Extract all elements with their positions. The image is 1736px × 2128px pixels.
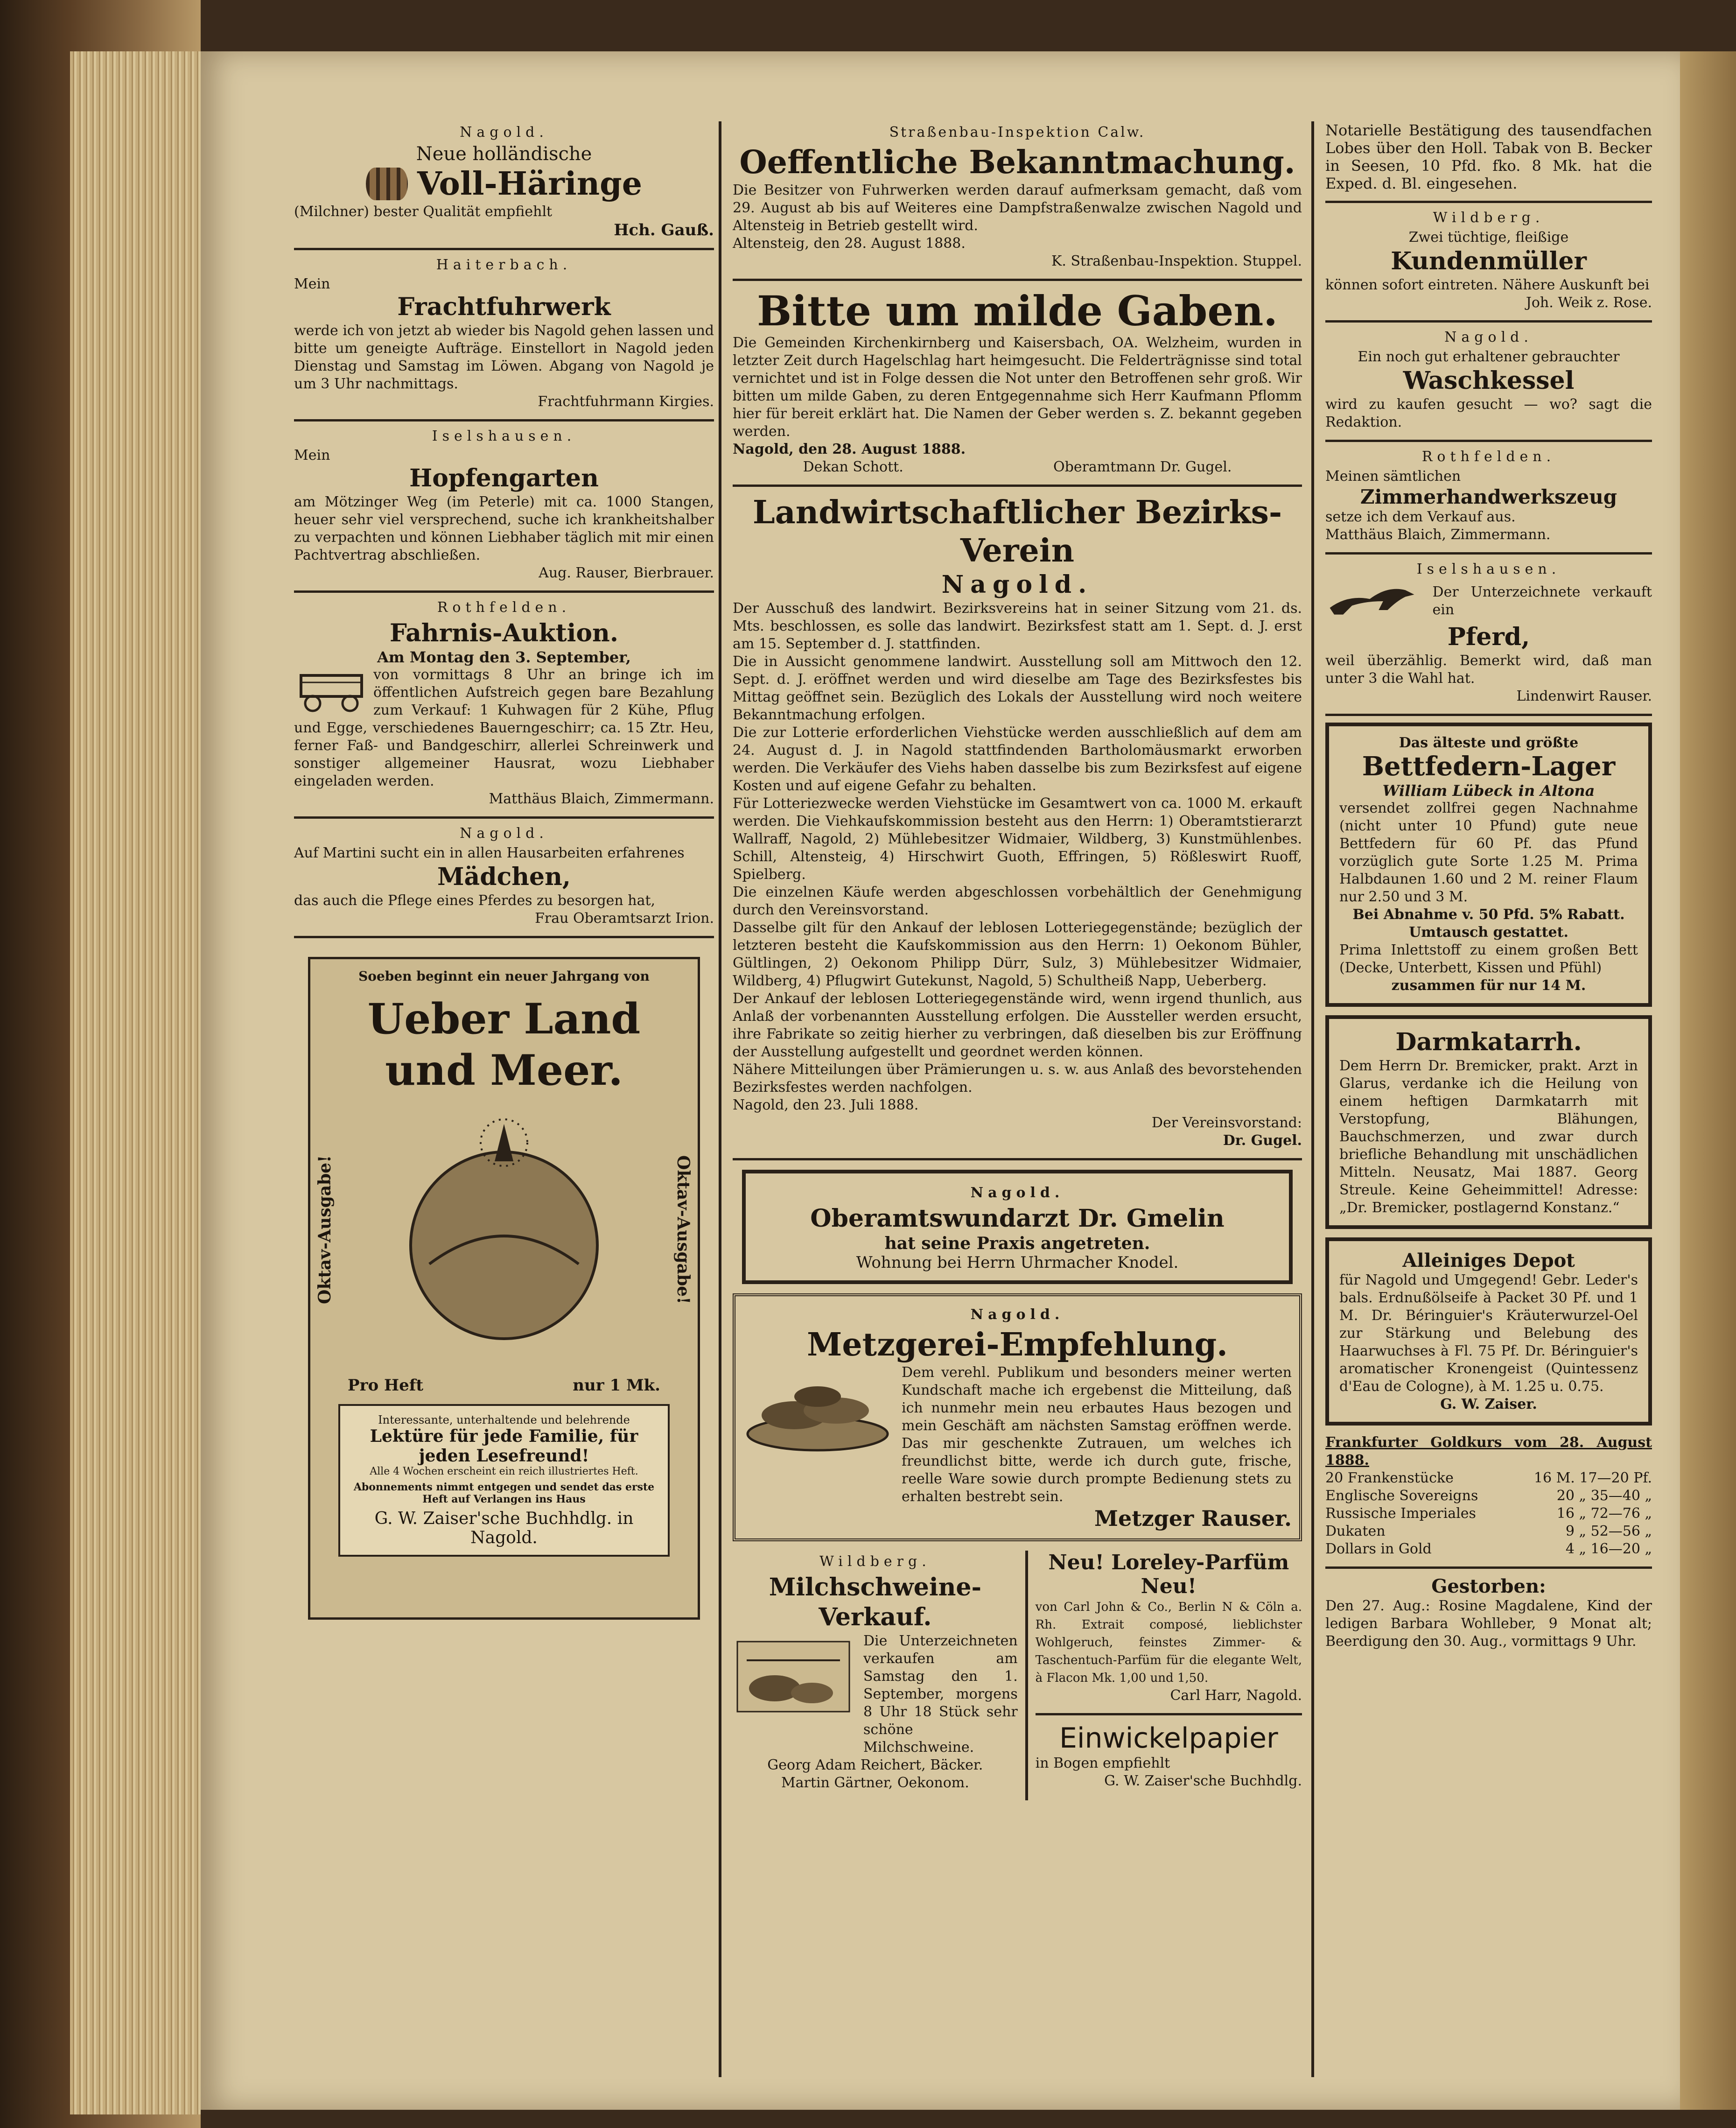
table-row <box>1325 1487 1652 1505</box>
paragraph: Der Ankauf der leblosen Lotteriegegenstände wird, wenn irgend thunlich, aus Anlaß der vorbenannten Ausstellung erfolgen. Die Aussteller werden ersucht, ihre Fabrikate so zeitig hierher zu verbringen, daß dieselben bis zur Eröffnung der Ausstellung aufgestellt und geordnet werden können. <box>733 990 1302 1060</box>
divider <box>294 936 714 938</box>
text: weil überzählig. Bemerkt wird, daß man unter 3 die Wahl hat. <box>1325 653 1652 687</box>
text: versendet zollfrei gegen Nachnahme (nicht unter 10 Pfund) gute neue Bettfedern für 60 Pf. das Pfund vorzüglich gute Sorte 1.25 M. Prima Halbdaunen 1.60 und 2 M. reiner Flaum nur 2.50 und 3 M. <box>1339 800 1638 905</box>
place: Nagold. <box>1444 329 1533 345</box>
title: Hopfengarten <box>409 464 599 492</box>
horse-icon <box>1325 580 1423 622</box>
firm: G. W. Zaiser'sche Buchhdlg. in Nagold. <box>374 1509 634 1547</box>
title: Voll-Häringe <box>417 165 642 203</box>
ad-zimmerhandwerkszeug <box>1325 449 1652 544</box>
ad-maedchen <box>294 825 714 927</box>
signature: Matthäus Blaich, Zimmermann. <box>1325 527 1551 543</box>
rabatt: Bei Abnahme v. 50 Pfd. 5% Rabatt. Umtausch gestattet. <box>1352 906 1625 941</box>
divider <box>1325 440 1652 442</box>
place: Nagold. <box>460 825 548 842</box>
place: Nagold. <box>460 124 548 140</box>
title: Frachtfuhrwerk <box>397 293 611 321</box>
title: Bettfedern-Lager <box>1362 751 1616 782</box>
title: Landwirtschaftlicher Bezirks-Verein <box>752 494 1282 569</box>
divider <box>1025 1551 1028 1800</box>
lead: Mein <box>294 447 330 464</box>
date: Nagold, den 28. August 1888. <box>733 441 966 457</box>
row-name: Russische Imperiales <box>1325 1505 1476 1522</box>
divider <box>1036 1713 1302 1715</box>
signature-left: Dekan Schott. <box>803 459 903 475</box>
signature: Joh. Weik z. Rose. <box>1526 295 1652 311</box>
text: Notarielle Bestätigung des tausendfachen Lobes über den Holl. Tabak von B. Becker in Seesen, 10 Pfd. fko. 8 Mk. hat die Exped. d. Bl. eingesehen. <box>1325 121 1652 192</box>
meat-platter-illustration <box>743 1364 892 1457</box>
table-row <box>1325 1540 1652 1558</box>
place: Haiterbach. <box>436 257 572 273</box>
divider <box>1325 201 1652 203</box>
text: für Nagold und Umgegend! Gebr. Leder's bals. Erdnußölseife à Packet 30 Pf. und 1 M. Dr. Béringuier's Kräuterwurzel-Oel zur Stärkung und Belebung des Haarwuchses à Fl. 75 Pf. Dr. Béringuier's aromatischer Kronengeist (Quintessenz d'Eau de Cologne), à M. 1.25 u. 0.75. <box>1339 1272 1638 1395</box>
title: Waschkessel <box>1403 366 1575 395</box>
title: Gestorben: <box>1431 1575 1546 1597</box>
title: Oberamtswundarzt Dr. Gmelin <box>810 1204 1225 1233</box>
title: Neu! Loreley-Parfüm Neu! <box>1048 1551 1289 1598</box>
row-value: 16 M. 17—20 Pf. <box>1533 1470 1652 1486</box>
column-rule <box>719 121 721 2077</box>
small: Alle 4 Wochen erscheint ein reich illustriertes Heft. <box>370 1466 638 1477</box>
row-value: 16 „ 72—76 „ <box>1556 1505 1652 1522</box>
column-right <box>1325 121 1652 1659</box>
divider <box>1325 552 1652 555</box>
signature: G. W. Zaiser. <box>1440 1396 1537 1412</box>
text: Die Besitzer von Fuhrwerken werden darauf aufmerksam gemacht, daß vom 29. August ab bis auf Weiteres eine Dampfstraßenwalze zwischen Nagold und Altensteig in Betrieb gestellt wird. <box>733 182 1302 234</box>
abo: Abonnements nimmt entgegen und sendet das erste Heft auf Verlangen ins Haus <box>353 1481 655 1505</box>
signature: Hch. Gauß. <box>614 221 714 239</box>
line: hat seine Praxis angetreten. <box>884 1234 1150 1253</box>
column-left <box>294 121 714 1620</box>
text: Den 27. Aug.: Rosine Magdalene, Kind der ledigen Barbara Wohlleber, 9 Monat alt; Beerdigung den 30. Aug., vormittags 9 Uhr. <box>1325 1598 1652 1650</box>
row-value: 9 „ 52—56 „ <box>1565 1523 1652 1539</box>
ad-kundenmueller <box>1325 210 1652 312</box>
gestorben <box>1325 1575 1652 1650</box>
title: Milchschweine-Verkauf. <box>769 1573 982 1631</box>
row-name: Dollars in Gold <box>1325 1541 1432 1557</box>
line: Wohnung bei Herrn Uhrmacher Knodel. <box>856 1253 1179 1272</box>
price-left: Pro Heft <box>348 1376 424 1395</box>
side-label-right: Oktav-Ausgabe! <box>673 1155 693 1304</box>
side-label-left: Oktav-Ausgabe! <box>315 1155 335 1304</box>
title: Alleiniges Depot <box>1402 1250 1575 1271</box>
text: am Mötzinger Weg (im Peterle) mit ca. 1000 Stangen, heuer sehr viel versprechend, suche ich krankheitshalber zu verpachten und können Liebhaber täglich mit mir einen Pachtvertrag abschließen. <box>294 494 714 563</box>
signature: Dr. Gugel. <box>1223 1132 1302 1149</box>
signature: Frachtfuhrmann Kirgies. <box>538 393 714 410</box>
ad-darmkatarrh <box>1325 1015 1652 1229</box>
divider <box>733 485 1302 487</box>
title: Zimmerhandwerkszeug <box>1360 485 1617 508</box>
text: Dem verehl. Publikum und besonders meiner werten Kundschaft mache ich ergebenst die Mitteilung, daß ich nunmehr mein neu erbautes Haus bezogen und mein Geschäft am nächsten Samstag eröffnen werde. Das mir geschenkte Zutrauen, um welches ich freundlichst bitte, werde ich durch gute, frische, reelle Ware sowie durch prompte Bedienung stets zu erhalten bestrebt sein. <box>902 1364 1292 1505</box>
text: Dem Herrn Dr. Bremicker, prakt. Arzt in Glarus, verdanke ich die Heilung von einem heftigen Darmkatarrh mit Verstopfung, Blähungen, Bauchschmerzen, und zwar durch briefliche Behandlung mit unschädlichen Mitteln. Neusatz, Mai 1887. Georg Streule. Keine Geheimmittel! Adresse: „Dr. Bremicker, postlagernd Konstanz.“ <box>1339 1058 1638 1216</box>
ad-waschkessel <box>1325 329 1652 431</box>
row-value: 4 „ 16—20 „ <box>1565 1541 1652 1557</box>
paragraph: Dasselbe gilt für den Ankauf der leblosen Lotteriegegenstände; bezüglich der letzteren besteht die Kaufskommission aus den Herrn: 1) Oekonom Bühler, Gültlingen, 2) Oekonom Philipp Dürr, Sulz, 3) Mühlebesitzer Widmaier, Wildberg, 4) Pflugwirt Gutekunst, Nagold, 5) Schultheiß Napp, Ueberberg. <box>733 920 1302 989</box>
text: (Milchner) bester Qualität empfiehlt <box>294 204 553 220</box>
intro: Soeben beginnt ein neuer Jahrgang von <box>358 969 650 984</box>
place: Rothfelden. <box>437 599 571 616</box>
date-line: Am Montag den 3. September, <box>377 648 631 666</box>
signature: Martin Gärtner, Oekonom. <box>781 1775 969 1791</box>
text: das auch die Pflege eines Pferdes zu besorgen hat, <box>294 892 656 909</box>
signature: Carl Harr, Nagold. <box>1170 1687 1302 1704</box>
appeal <box>733 288 1302 476</box>
ad-loreley <box>1036 1551 1302 1705</box>
newspaper-page <box>201 51 1680 2110</box>
text: von Carl John & Co., Berlin N & Cöln a. Rh. Extrait composé, lieblichster Wohlgeruch, feinstes Zimmer- & Taschentuch-Parfüm für die elegante Welt, à Flacon Mk. 1,00 und 1,50. <box>1035 1600 1302 1685</box>
title: Einwickelpapier <box>1059 1722 1278 1755</box>
globe-illustration <box>373 1105 635 1367</box>
text: werde ich von jetzt ab wieder bis Nagold gehen lassen und bitte um geneigte Aufträge. Einstellort in Nagold jeden Dienstag und Samstag im Löwen. Abgang von Nagold je um 3 Uhr nachmittags. <box>294 323 714 392</box>
signature: K. Straßenbau-Inspektion. Stuppel. <box>1051 253 1302 269</box>
ad-milchschweine <box>733 1551 1018 1792</box>
text: Die Gemeinden Kirchenkirnberg und Kaisersbach, OA. Welzheim, wurden in letzter Zeit durch Hagelschlag hart heimgesucht. Die Felderträgnisse sind total vernichtet und ist in Folge dessen die Not unter den Betroffenen sehr groß. Wir bitten um milde Gaben, zu deren Entgegennahme sich Herr Kaufmann Pflomm hier für bereit erklärt hat. Die Namen der Geber werden s. Z. bekannt gegeben werden. <box>733 335 1302 440</box>
line: Zwei tüchtige, fleißige <box>1408 229 1569 246</box>
divider <box>294 248 714 250</box>
text: können sofort eintreten. Nähere Auskunft bei <box>1325 277 1650 293</box>
divider <box>294 816 714 819</box>
place: Iselshausen. <box>1416 561 1561 577</box>
text: wird zu kaufen gesucht — wo? sagt die Redaktion. <box>1325 396 1652 430</box>
ad-einwickelpapier <box>1036 1722 1302 1790</box>
ad-fahrnis-auktion <box>294 599 714 808</box>
goldkurs-table <box>1325 1469 1652 1558</box>
bezirksverein <box>733 493 1302 1150</box>
wagon-icon <box>294 666 369 713</box>
title: Pferd, <box>1447 623 1530 651</box>
pigs-illustration <box>733 1632 854 1716</box>
paragraph: Nähere Mitteilungen über Prämierungen u. s. w. aus Anlaß des bevorstehenden Bezirksfestes werden nachfolgen. <box>733 1061 1302 1096</box>
divider <box>294 419 714 421</box>
paragraph: Für Lotteriezwecke werden Viehstücke im Gesamtwert von ca. 1000 M. erkauft werden. Die Viehkaufskommission besteht aus den Herrn: 1) Oberamtstierarzt Wallraff, Nagold, 2) Mühlebesitzer Widmaier, Wildberg, 3) Kunstmühlenbes. Schill, Altensteig, 4) Hirschwirt Guoth, Effringen, 5) Rößleswirt Ruoff, Spielberg. <box>733 795 1302 883</box>
desc: Interessante, unterhaltende und belehrende <box>378 1413 630 1426</box>
place: Iselshausen. <box>432 428 576 444</box>
place: Wildberg. <box>819 1553 931 1570</box>
divider <box>733 1158 1302 1160</box>
title: Fahrnis-Auktion. <box>390 619 618 647</box>
ad-depot <box>1325 1237 1652 1426</box>
place: Nagold. <box>941 570 1093 599</box>
page-edges <box>70 51 201 2114</box>
signature: Georg Adam Reichert, Bäcker. <box>767 1757 983 1773</box>
row-name: Dukaten <box>1325 1523 1386 1539</box>
lead: Mein <box>294 276 330 292</box>
line: in Bogen empfiehlt <box>1035 1755 1170 1771</box>
line: Ein noch gut erhaltener gebrauchter <box>1358 349 1620 365</box>
signature: Der Vereinsvorstand: <box>1151 1115 1302 1131</box>
title: Ueber Land und Meer. <box>367 994 641 1095</box>
title: Frankfurter Goldkurs vom 28. August 1888. <box>1325 1434 1652 1468</box>
price-right: nur 1 Mk. <box>573 1376 660 1395</box>
table-row <box>1325 1469 1652 1487</box>
table-row <box>1325 1505 1652 1523</box>
signature: G. W. Zaiser'sche Buchhdlg. <box>1104 1773 1302 1789</box>
place: Nagold. <box>970 1306 1064 1323</box>
ad-metzgerei <box>733 1293 1302 1541</box>
right-page-edge <box>1680 51 1736 2110</box>
text: von vormittags 8 Uhr an bringe ich im öffentlichen Aufstreich gegen bare Bezahlung zum Verkauf: 1 Kuhwagen für 2 Kühe, Pflug und Egge, verschiedenes Bauerngeschirr; ca. 15 Ztr. Heu, ferner Faß- und Bandgeschirr, allerlei Schreinwerk und sonstiger allgemeiner Hausrat, wozu Liebhaber eingeladen werden. <box>294 667 714 789</box>
intro: Das älteste und größte <box>1399 735 1579 751</box>
place: Straßenbau-Inspektion Calw. <box>889 124 1146 140</box>
row-value: 20 „ 35—40 „ <box>1556 1488 1652 1504</box>
signature: Frau Oberamtsarzt Irion. <box>535 910 714 927</box>
ad-pferd <box>1325 561 1652 705</box>
title: Bitte um milde Gaben. <box>757 287 1278 335</box>
place: Wildberg. <box>1433 210 1545 226</box>
column-rule <box>1311 121 1314 2077</box>
signature: Matthäus Blaich, Zimmermann. <box>489 791 714 807</box>
place: Rothfelden. <box>1421 449 1556 465</box>
title: Mädchen, <box>437 863 571 891</box>
notice-calw <box>733 124 1302 270</box>
line: Der Unterzeichnete verkauft ein <box>1432 584 1652 618</box>
row-name: 20 Frankenstücke <box>1325 1470 1454 1486</box>
signature: Aug. Rauser, Bierbrauer. <box>539 565 714 581</box>
lead: Meinen sämtlichen <box>1325 468 1461 485</box>
price: zusammen für nur 14 M. <box>1391 977 1586 994</box>
ad-frachtfuhrwerk <box>294 257 714 411</box>
ad-bettfedern <box>1325 723 1652 1007</box>
divider <box>294 590 714 593</box>
barrel-icon <box>366 168 408 200</box>
signature: Metzger Rauser. <box>1094 1506 1292 1531</box>
ad-haeringe <box>294 124 714 239</box>
signature-right: Oberamtmann Dr. Gugel. <box>1053 459 1232 475</box>
text: Auf Martini sucht ein in allen Hausarbeiten erfahrenes <box>294 845 685 861</box>
column-middle <box>733 121 1302 1800</box>
date: Altensteig, den 28. August 1888. <box>733 235 966 252</box>
ad-tabak <box>1325 121 1652 192</box>
paragraph: Die einzelnen Käufe werden abgeschlossen vorbehältlich der Genehmigung durch den Vereinsvorstand. <box>733 884 1302 918</box>
divider <box>733 279 1302 281</box>
title: Metzgerei-Empfehlung. <box>807 1326 1228 1363</box>
headline: Lektüre für jede Familie, für jeden Lesefreund! <box>370 1426 638 1466</box>
title: Oeffentliche Bekanntmachung. <box>739 144 1295 181</box>
text: Die Unterzeichneten verkaufen am Samstag den 1. September, morgens 8 Uhr 18 Stück sehr schöne Milchschweine. <box>863 1633 1018 1756</box>
date: Nagold, den 23. Juli 1888. <box>733 1097 919 1113</box>
paragraph: Die zur Lotterie erforderlichen Viehstücke werden ausschließlich auf dem am 24. August d. J. in Nagold stattfindenden Bartholomäusmarkt erworben werden. Die Verkäufer des Viehs haben dasselbe bis zum Bezirksfest auf eigene Kosten und auf eigene Gefahr zu behalten. <box>733 724 1302 794</box>
ad-gmelin <box>742 1170 1293 1284</box>
divider <box>1325 1566 1652 1569</box>
paragraph: Der Ausschuß des landwirt. Bezirksvereins hat in seiner Sitzung vom 21. ds. Mts. beschlossen, es solle das landwirt. Bezirksfest statt am 1. Sept. d. J. erst am 15. September d. J. stattfinden. <box>733 600 1302 652</box>
text: setze ich dem Verkauf aus. <box>1325 509 1516 525</box>
place: Nagold. <box>970 1185 1064 1201</box>
line: Neue holländische <box>416 143 592 165</box>
firm: William Lübeck in Altona <box>1382 782 1595 800</box>
paragraph: Die in Aussicht genommene landwirt. Ausstellung soll am Mittwoch den 12. Sept. d. J. eröffnet werden und wird dieselbe am Tage des Bezirksfestes bis Mittag geöffnet sein. Bezüglich des Lokals der Ausstellung wird noch weitere Bekanntmachung erfolgen. <box>733 653 1302 723</box>
ad-land-und-meer <box>308 957 700 1620</box>
divider <box>1325 320 1652 323</box>
title: Darmkatarrh. <box>1395 1028 1582 1056</box>
signature: Lindenwirt Rauser. <box>1516 688 1652 704</box>
row-name: Englische Sovereigns <box>1325 1488 1478 1504</box>
divider <box>1325 714 1652 716</box>
table-row <box>1325 1523 1652 1540</box>
extra: Prima Inlettstoff zu einem großen Bett (Decke, Unterbett, Kissen und Pfühl) <box>1339 942 1638 976</box>
ad-hopfengarten <box>294 428 714 582</box>
goldkurs <box>1325 1434 1652 1558</box>
title: Kundenmüller <box>1391 247 1587 275</box>
